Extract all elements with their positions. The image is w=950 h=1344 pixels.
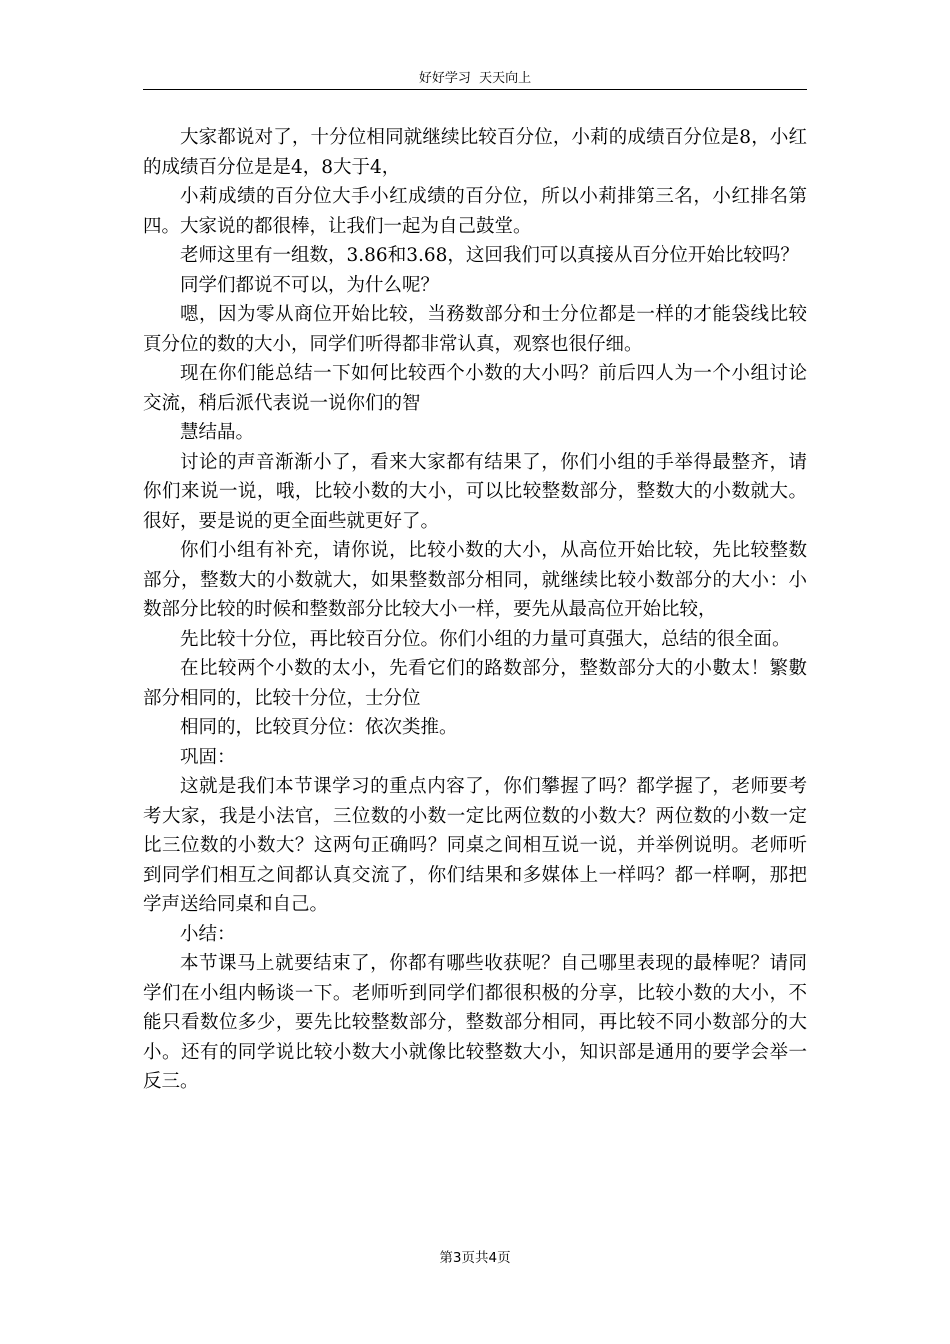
paragraph: 老师这里有一组数，3.86和3.68，这回我们可以真接从百分位开始比较吗？ <box>180 245 799 266</box>
paragraph: 现在你们能总结一下如何比较西个小数的大小吗？前后四人为一个小组讨论交流，稍后派代表说一说你们的智 <box>143 363 807 414</box>
section-heading-consolidation: 巩固： <box>180 746 236 768</box>
page-number-footer: 第3页共4页 <box>439 1250 511 1266</box>
paragraph: 讨论的声音渐渐小了，看来大家都有结果了，你们小组的手举得最整齐，请你们来说一说，哦，比较小数的大小，可以比较整数部分，整数大的小数就大。很好，要是说的更全面些就更好了。 <box>143 451 807 532</box>
paragraph: 大家都说对了，十分位相同就继续比较百分位，小莉的成绩百分位是8，小红的成绩百分位是是4，8大于4， <box>143 127 807 178</box>
paragraph: 先比较十分位，再比较百分位。你们小组的力量可真强大，总结的很全面。 <box>180 628 791 650</box>
paragraph: 嗯，因为零从商位开始比较，当務数部分和士分位都是一样的才能袋线比较頁分位的数的大小，同学们听得都非常认真，观察也很仔细。 <box>143 304 807 355</box>
paragraph: 本节课马上就要结束了，你都有哪些收获呢？自己哪里表现的最棒呢？请同学们在小组内畅谈一下。老师听到同学们都很积极的分享，比较小数的大小，不能只看数位多少，要先比较整数部分，整数部分相同，再比较不同小数部分的大小。还有的同学说比较小数大小就像比较整数大小，知识部是通用的要学会举一反三。 <box>143 953 807 1092</box>
paragraph: 这就是我们本节课学习的重点内容了，你们攀握了吗？都学握了，老师要考考大家，我是小法官，三位数的小数一定比两位数的小数大？两位数的小数一定比三位数的小数大？这两句正确吗？同桌之间相互说一说，并举例说明。老师听到同学们相互之间都认真交流了，你们结果和多媒体上一样吗？都一样啊，那把学声送给同桌和自己。 <box>143 776 807 915</box>
paragraph: 在比较两个小数的太小，先看它们的路数部分，整数部分大的小數太！繁數部分相同的，比较十分位，士分位 <box>143 658 807 709</box>
document-body <box>143 123 807 1097</box>
paragraph: 慧结晶。 <box>180 422 255 443</box>
section-heading-summary: 小结： <box>180 923 236 945</box>
header-divider <box>143 89 807 90</box>
paragraph: 你们小组有补充，请你说，比较小数的大小，从高位开始比较，先比较整数部分，整数大的小数就大，如果整数部分相同，就继续比较小数部分的大小：小数部分比较的时候和整数部分比较大小一样，要先从最高位开始比较， <box>143 540 807 620</box>
page-header: 好好学习 天天向上 <box>418 71 532 86</box>
paragraph: 同学们都说不可以，为什么呢？ <box>180 274 440 296</box>
paragraph: 小莉成绩的百分位大手小红成绩的百分位，所以小莉排第三名，小红排名第四。大家说的都很棒，让我们一起为自己鼓堂。 <box>143 186 807 237</box>
paragraph: 相同的，比较頁分位：依次类推。 <box>180 717 458 738</box>
